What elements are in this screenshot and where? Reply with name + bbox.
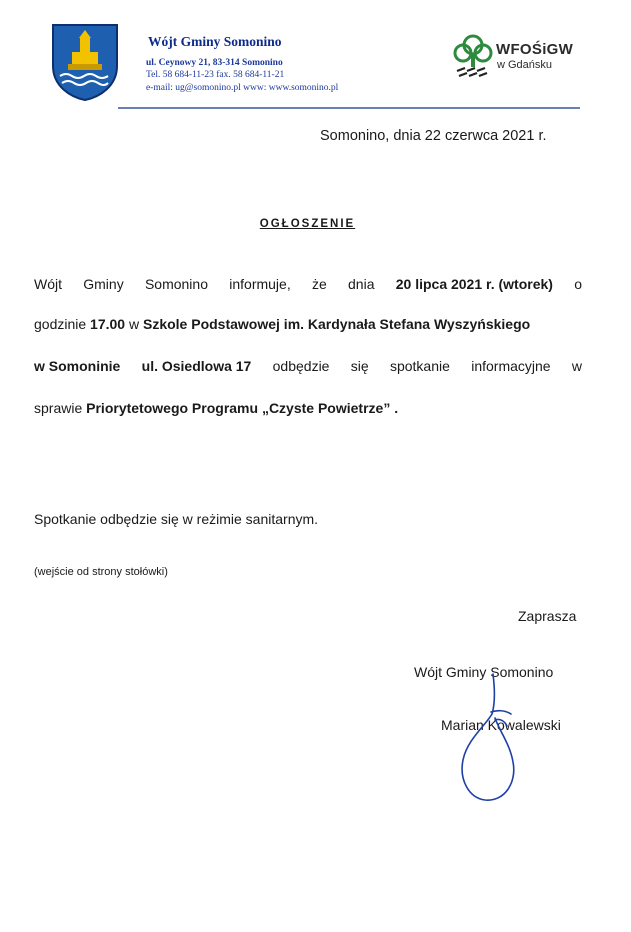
announcement-line-2	[34, 316, 530, 332]
word: w	[125, 316, 143, 332]
meeting-town: w Somoninie	[34, 358, 121, 374]
meeting-time: 17.00	[90, 316, 126, 332]
word: Gminy	[83, 276, 124, 292]
word: spotkanie	[389, 358, 450, 374]
invite-text: Zaprasza	[518, 608, 577, 624]
announcement-line-4	[34, 400, 398, 416]
partner-name: WFOŚiGW	[496, 41, 574, 58]
signatory-name: Marian Kowalewski	[441, 717, 561, 733]
meeting-place: Szkole Podstawowej im. Kardynała Stefana Wyszyńskiego	[142, 316, 531, 332]
org-phone: Tel. 58 684-11-23 fax. 58 684-11-21	[146, 70, 285, 80]
coat-of-arms-icon	[50, 22, 120, 102]
org-name: Wójt Gminy Somonino	[148, 34, 282, 49]
word: w	[571, 358, 582, 374]
word: godzinie	[34, 316, 91, 332]
announcement-line-1	[34, 276, 582, 292]
page-title: OGŁOSZENIE	[259, 218, 356, 230]
tree-logo-icon	[453, 33, 493, 79]
word: że	[311, 276, 327, 292]
word: się	[350, 358, 369, 374]
meeting-date: 20 lipca 2021 r. (wtorek)	[395, 276, 553, 292]
word: Somonino	[144, 276, 208, 292]
date-line: Somonino, dnia 22 czerwca 2021 r.	[320, 128, 547, 144]
header-divider	[118, 107, 580, 109]
word: dnia	[348, 276, 375, 292]
word: sprawie	[34, 400, 87, 416]
meeting-street: ul. Osiedlowa 17	[141, 358, 252, 374]
org-contact: e-mail: ug@somonino.pl www: www.somonino.pl	[146, 83, 339, 93]
org-address: ul. Ceynowy 21, 83-314 Somonino	[146, 58, 283, 68]
signature-scribble	[455, 670, 535, 810]
word: o	[574, 276, 582, 292]
entrance-note: (wejście od strony stołówki)	[34, 566, 168, 578]
signatory-role: Wójt Gminy Somonino	[414, 664, 554, 680]
sanitary-note: Spotkanie odbędzie się w reżimie sanitarnym.	[34, 511, 319, 527]
announcement-line-3	[34, 358, 582, 374]
partner-city: w Gdańsku	[497, 59, 553, 71]
word: Wójt	[34, 276, 62, 292]
program-name: Priorytetowego Programu „Czyste Powietrze” .	[86, 400, 399, 416]
word: informuje,	[229, 276, 291, 292]
word: odbędzie	[272, 358, 330, 374]
word: informacyjne	[471, 358, 551, 374]
